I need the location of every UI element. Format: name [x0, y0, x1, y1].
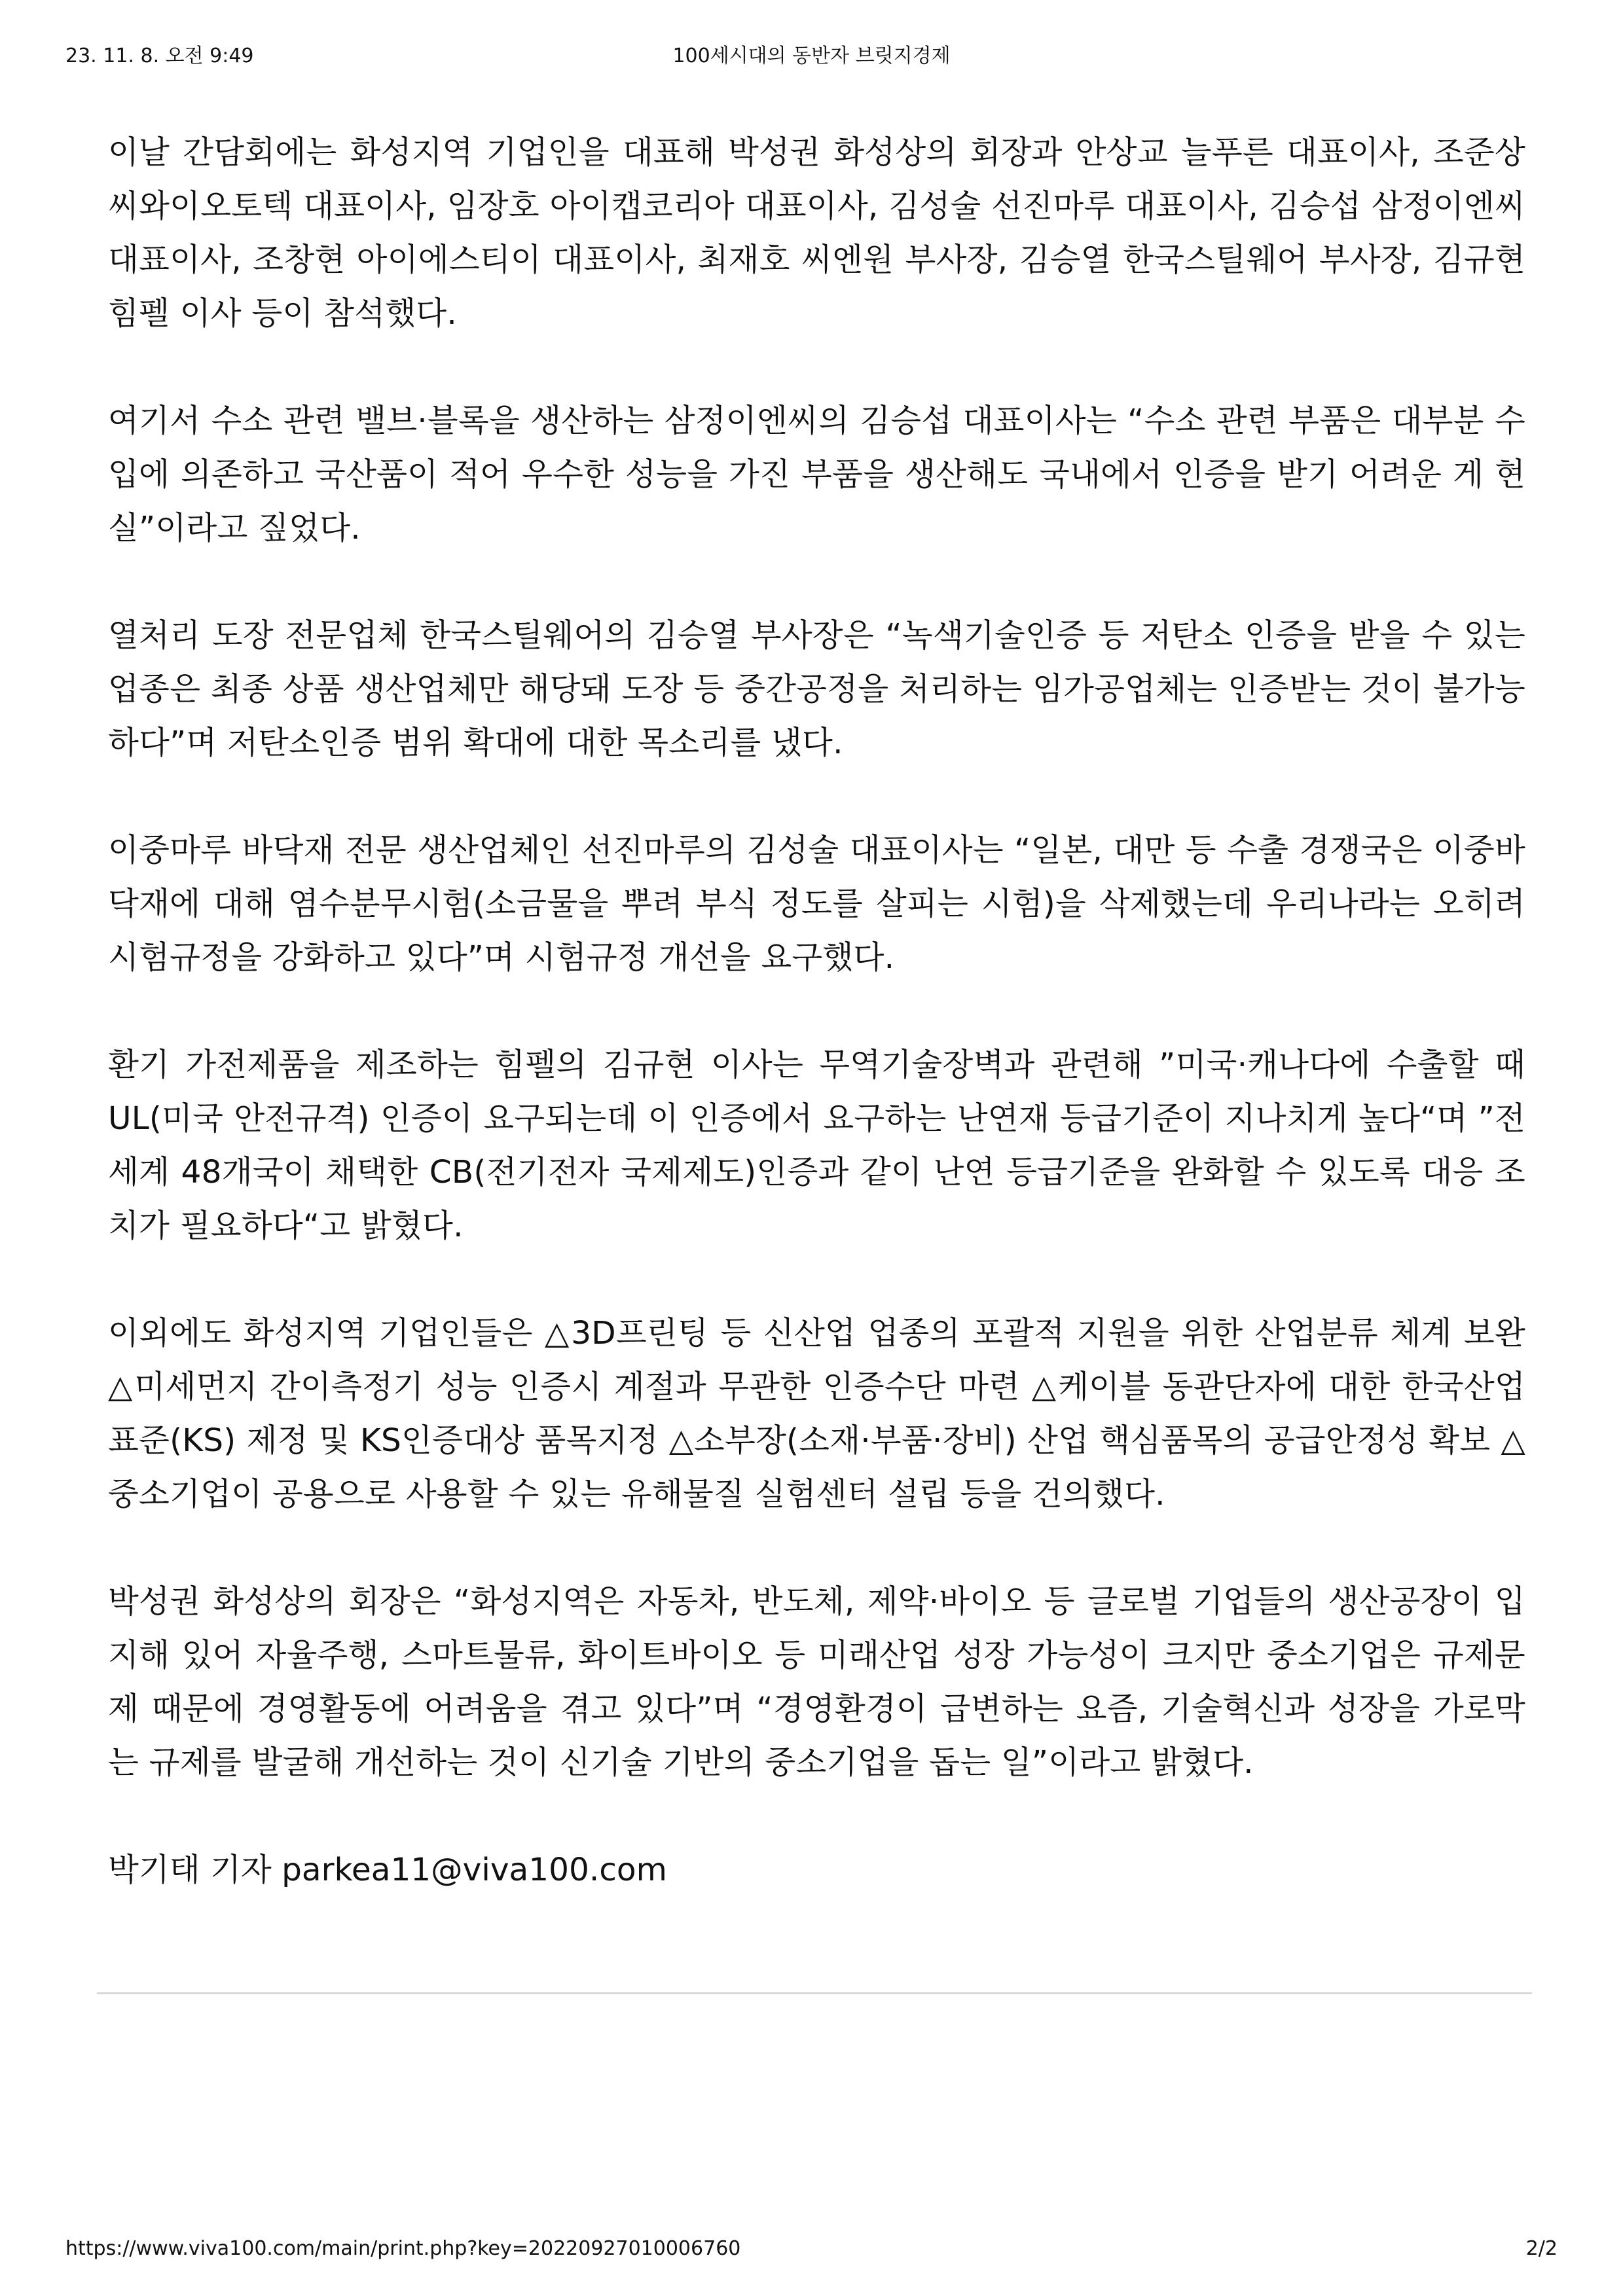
print-page-title: 100세시대의 동반자 브릿지경제	[672, 45, 951, 67]
article-divider	[97, 1992, 1532, 1994]
print-header	[65, 41, 1558, 72]
print-page-number: 2/2	[1525, 2237, 1558, 2260]
article-byline: 박기태 기자 parkea11@viva100.com	[108, 1852, 667, 1888]
article-paragraph-4: 이중마루 바닥재 전문 생산업체인 선진마루의 김성술 대표이사는 “일본, 대만 등 수출 경쟁국은 이중바닥재에 대해 염수분무시험(소금물을 뿌려 부식 정도를 살피는 시험)을 삭제했는데 우리나라는 오히려 시험규정을 강화하고 있다”며 시험규정 개선을 요구했다.	[108, 832, 1525, 976]
article-body	[108, 126, 1525, 1897]
article-paragraph-7: 박성권 화성상의 회장은 “화성지역은 자동차, 반도체, 제약·바이오 등 글로벌 기업들의 생산공장이 입지해 있어 자율주행, 스마트물류, 화이트바이오 등 미래산업 성장 가능성이 크지만 중소기업은 규제문제 때문에 경영활동에 어려움을 겪고 있다”며 “경영환경이 급변하는 요즘, 기술혁신과 성장을 가로막는 규제를 발굴해 개선하는 것이 신기술 기반의 중소기업을 돕는 일”이라고 밝혔다.	[108, 1583, 1525, 1781]
print-footer	[65, 2233, 1558, 2265]
article-paragraph-2: 여기서 수소 관련 밸브·블록을 생산하는 삼정이엔씨의 김승섭 대표이사는 “수소 관련 부품은 대부분 수입에 의존하고 국산품이 적어 우수한 성능을 가진 부품을 생산해도 국내에서 인증을 받기 어려운 게 현실”이라고 짚었다.	[108, 403, 1525, 547]
print-datetime: 23. 11. 8. 오전 9:49	[65, 45, 254, 67]
article-paragraph-6: 이외에도 화성지역 기업인들은 △3D프린팅 등 신산업 업종의 포괄적 지원을 위한 산업분류 체계 보완 △미세먼지 간이측정기 성능 인증시 계절과 무관한 인증수단 마련 △케이블 동관단자에 대한 한국산업표준(KS) 제정 및 KS인증대상 품목지정 △소부장(소재·부품·장비) 산업 핵심품목의 공급안정성 확보 △중소기업이 공용으로 사용할 수 있는 유해물질 실험센터 설립 등을 건의했다.	[108, 1315, 1525, 1513]
article-paragraph-5: 환기 가전제품을 제조하는 힘펠의 김규현 이사는 무역기술장벽과 관련해 ”미국·캐나다에 수출할 때 UL(미국 안전규격) 인증이 요구되는데 이 인증에서 요구하는 난연재 등급기준이 지나치게 높다“며 ”전세계 48개국이 채택한 CB(전기전자 국제제도)인증과 같이 난연 등급기준을 완화할 수 있도록 대응 조치가 필요하다“고 밝혔다.	[108, 1047, 1525, 1244]
print-url: https://www.viva100.com/main/print.php?key=20220927010006760	[65, 2237, 741, 2260]
article-paragraph-3: 열처리 도장 전문업체 한국스틸웨어의 김승열 부사장은 “녹색기술인증 등 저탄소 인증을 받을 수 있는 업종은 최종 상품 생산업체만 해당돼 도장 등 중간공정을 처리하는 임가공업체는 인증받는 것이 불가능하다”며 저탄소인증 범위 확대에 대한 목소리를 냈다.	[108, 617, 1525, 761]
article-paragraph-1: 이날 간담회에는 화성지역 기업인을 대표해 박성권 화성상의 회장과 안상교 늘푸른 대표이사, 조준상 씨와이오토텍 대표이사, 임장호 아이캡코리아 대표이사, 김성술 선진마루 대표이사, 김승섭 삼정이엔씨 대표이사, 조창현 아이에스티이 대표이사, 최재호 씨엔원 부사장, 김승열 한국스틸웨어 부사장, 김규현 힘펠 이사 등이 참석했다.	[108, 134, 1525, 332]
